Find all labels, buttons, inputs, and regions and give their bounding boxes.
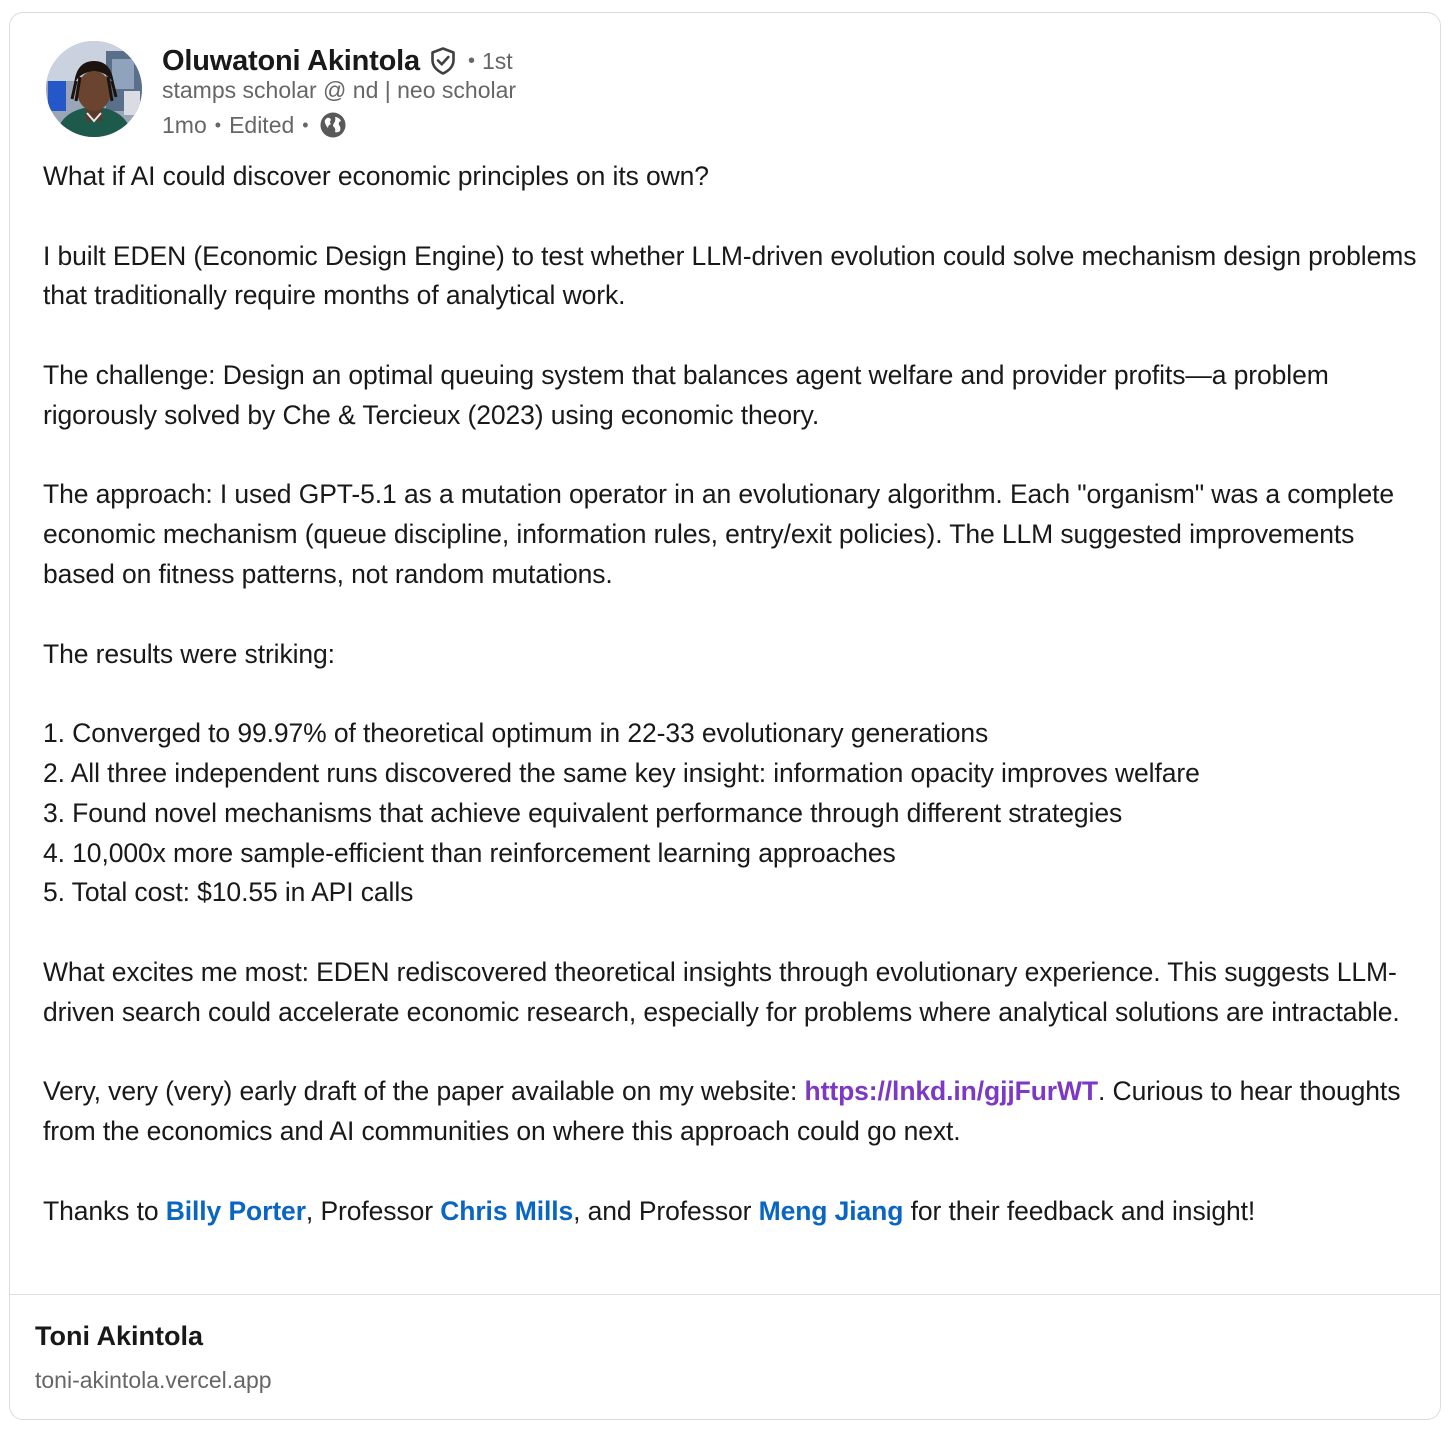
avatar[interactable] [46, 41, 142, 137]
post-paragraph: The challenge: Design an optimal queuing system that balances agent welfare and provider profits—a problem rigorously solved by Che & Tercieux (2023) using economic theory. [43, 359, 1329, 430]
avatar-photo [46, 41, 142, 137]
link-preview-url[interactable]: toni-akintola.vercel.app [35, 1367, 272, 1393]
post-text-segment: , and Professor [573, 1195, 759, 1226]
post-meta [162, 108, 347, 142]
post-card [9, 12, 1441, 1420]
post-text [43, 157, 1429, 1232]
globe-icon [319, 111, 347, 139]
author-name[interactable]: Oluwatoni Akintola [162, 44, 420, 77]
post-time[interactable]: 1mo [162, 111, 207, 138]
separator-dot: • [302, 114, 309, 135]
post-text-segment: , Professor [305, 1195, 441, 1226]
list-item: 1. Converged to 99.97% of theoretical optimum in 22-33 evolutionary generations [43, 718, 989, 749]
post-paragraph: The results were striking: [43, 638, 335, 669]
post-paragraph: What if AI could discover economic principles on its own? [43, 161, 709, 191]
separator-dot: • [214, 114, 222, 135]
verified-shield-icon [428, 46, 458, 76]
link-preview-title[interactable]: Toni Akintola [35, 1321, 203, 1351]
post-paragraph [43, 1072, 1429, 1152]
post-text-segment: . Curious to hear thoughts from the economics and AI communities on where this approach could go next. [43, 1076, 1401, 1147]
post-paragraph: The approach: I used GPT-5.1 as a mutation operator in an evolutionary algorithm. Each "organism" was a complete economic mechanism (queue discipline, information rules, entry/exit policies). The LLM suggested improvements based on fitness patterns, not random mutations. [43, 479, 1395, 589]
mention-chris-mills[interactable]: Chris Mills [440, 1195, 574, 1226]
post-paragraph: I built EDEN (Economic Design Engine) to test whether LLM-driven evolution could solve mechanism design problems that traditionally require months of analytical work. [43, 240, 1417, 311]
post-text-segment: Very, very (very) early draft of the paper available on my website: [43, 1076, 805, 1107]
list-item: 5. Total cost: $10.55 in API calls [43, 877, 414, 908]
list-item: 4. 10,000x more sample-efficient than reinforcement learning approaches [43, 837, 896, 868]
paper-link[interactable]: https://lnkd.in/gjjFurWT [804, 1076, 1099, 1107]
results-list [43, 714, 1429, 913]
connection-degree: 1st [481, 47, 513, 74]
mention-billy-porter[interactable]: Billy Porter [165, 1195, 306, 1226]
edited-label: Edited [229, 111, 295, 138]
post-paragraph [43, 1192, 1429, 1232]
post-text-segment: for their feedback and insight! [903, 1195, 1256, 1226]
divider [10, 1294, 1440, 1295]
list-item: 3. Found novel mechanisms that achieve equivalent performance through different strategies [43, 797, 1123, 828]
post-text-segment: Thanks to [43, 1195, 166, 1226]
author-row [162, 41, 513, 81]
post-paragraph: What excites me most: EDEN rediscovered theoretical insights through evolutionary experience. This suggests LLM-driven search could accelerate economic research, especially for problems where analytical solutions are intractable. [43, 956, 1400, 1027]
mention-meng-jiang[interactable]: Meng Jiang [758, 1195, 904, 1226]
separator-dot: • [467, 49, 475, 72]
list-item: 2. All three independent runs discovered the same key insight: information opacity improves welfare [43, 757, 1200, 788]
author-headline: stamps scholar @ nd | neo scholar [162, 77, 517, 103]
